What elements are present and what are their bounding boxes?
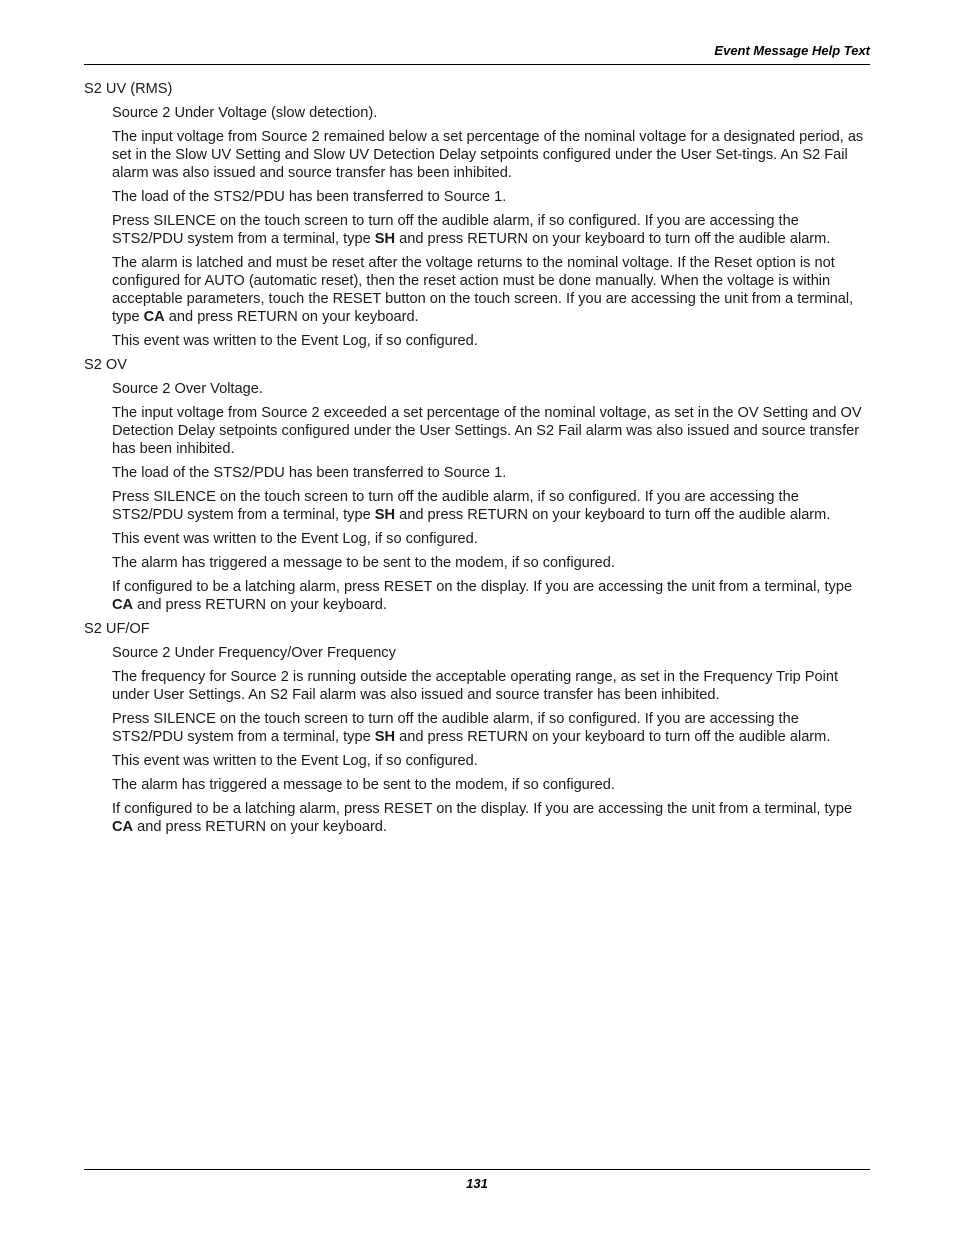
event-description [112,104,870,350]
command-code: SH [374,507,396,523]
header-divider [84,64,870,65]
event-section [84,620,870,836]
document-body [84,80,870,842]
paragraph-text: The alarm has triggered a message to be sent to the modem, if so configured. [112,777,615,793]
event-title: S2 OV [84,357,127,373]
event-paragraph [112,488,870,524]
event-section [84,356,870,614]
paragraph-text: This event was written to the Event Log, if so configured. [112,753,478,769]
command-code: CA [112,597,134,613]
paragraph-text: Source 2 Over Voltage. [112,381,263,397]
event-paragraph [112,710,870,746]
paragraph-text: and press RETURN on your keyboard. [133,597,387,613]
event-paragraph [112,404,870,458]
paragraph-text: Press SILENCE on the touch screen to turn off the audible alarm, if so configured. If you are accessing the STS2/PDU system from a terminal, type [112,213,799,247]
paragraph-text: Source 2 Under Frequency/Over Frequency [112,645,396,661]
command-code: SH [374,729,396,745]
event-paragraph [112,254,870,326]
paragraph-text: The load of the STS2/PDU has been transferred to Source 1. [112,189,507,205]
paragraph-text: and press RETURN on your keyboard to turn off the audible alarm. [395,507,831,523]
event-paragraph [112,752,870,770]
footer-divider [84,1169,870,1170]
command-code: SH [374,231,396,247]
event-paragraph [112,380,870,398]
paragraph-text: The input voltage from Source 2 exceeded a set percentage of the nominal voltage, as set in the OV Setting and OV Detection Delay setpoints configured under the User Settings. An S2 Fail alarm was also issued and source transfer has been inhibited. [112,405,862,457]
event-paragraph [112,464,870,482]
event-paragraph [112,578,870,614]
paragraph-text: and press RETURN on your keyboard. [164,309,419,325]
paragraph-text: Press SILENCE on the touch screen to turn off the audible alarm, if so configured. If you are accessing the STS2/PDU system from a terminal, type [112,711,799,745]
paragraph-text: The alarm has triggered a message to be sent to the modem, if so configured. [112,555,615,571]
event-description [112,644,870,836]
event-paragraph [112,800,870,836]
command-code: CA [143,309,165,325]
paragraph-text: and press RETURN on your keyboard to turn off the audible alarm. [395,729,831,745]
command-code: CA [112,819,134,835]
paragraph-text: If configured to be a latching alarm, press RESET on the display. If you are accessing the unit from a terminal, type [112,579,853,595]
paragraph-text: The input voltage from Source 2 remained below a set percentage of the nominal voltage for a designated period, as set in the Slow UV Setting and Slow UV Detection Delay setpoints configured under the User Set-tings. An S2 Fail alarm was also issued and source transfer has been inhibited. [112,129,864,181]
paragraph-text: and press RETURN on your keyboard to turn off the audible alarm. [395,231,831,247]
event-paragraph [112,212,870,248]
paragraph-text: The load of the STS2/PDU has been transferred to Source 1. [112,465,507,481]
event-paragraph [112,128,870,182]
event-description [112,380,870,614]
paragraph-text: If configured to be a latching alarm, press RESET on the display. If you are accessing the unit from a terminal, type [112,801,853,817]
event-paragraph [112,644,870,662]
event-paragraph [112,668,870,704]
event-paragraph [112,188,870,206]
event-paragraph [112,776,870,794]
event-paragraph [112,554,870,572]
event-section [84,80,870,350]
event-paragraph [112,332,870,350]
event-title: S2 UV (RMS) [84,81,173,97]
event-paragraph [112,530,870,548]
paragraph-text: Press SILENCE on the touch screen to turn off the audible alarm, if so configured. If you are accessing the STS2/PDU system from a terminal, type [112,489,799,523]
paragraph-text: This event was written to the Event Log, if so configured. [112,333,478,349]
paragraph-text: The frequency for Source 2 is running outside the acceptable operating range, as set in the Frequency Trip Point under User Settings. An S2 Fail alarm was also issued and source transfer has been inhibited. [112,669,839,703]
event-paragraph [112,104,870,122]
event-title: S2 UF/OF [84,621,150,637]
paragraph-text: This event was written to the Event Log, if so configured. [112,531,478,547]
paragraph-text: and press RETURN on your keyboard. [133,819,387,835]
paragraph-text: Source 2 Under Voltage (slow detection). [112,105,378,121]
paragraph-text: The alarm is latched and must be reset after the voltage returns to the nominal voltage. If the Reset option is not configured for AUTO (automatic reset), then the reset action must be done manually. When the voltage is within acceptable parameters, touch the RESET button on the touch screen. If you are accessing the unit from a terminal, type [112,255,854,325]
page-number: 131 [466,1176,488,1191]
running-header-title: Event Message Help Text [714,43,870,58]
